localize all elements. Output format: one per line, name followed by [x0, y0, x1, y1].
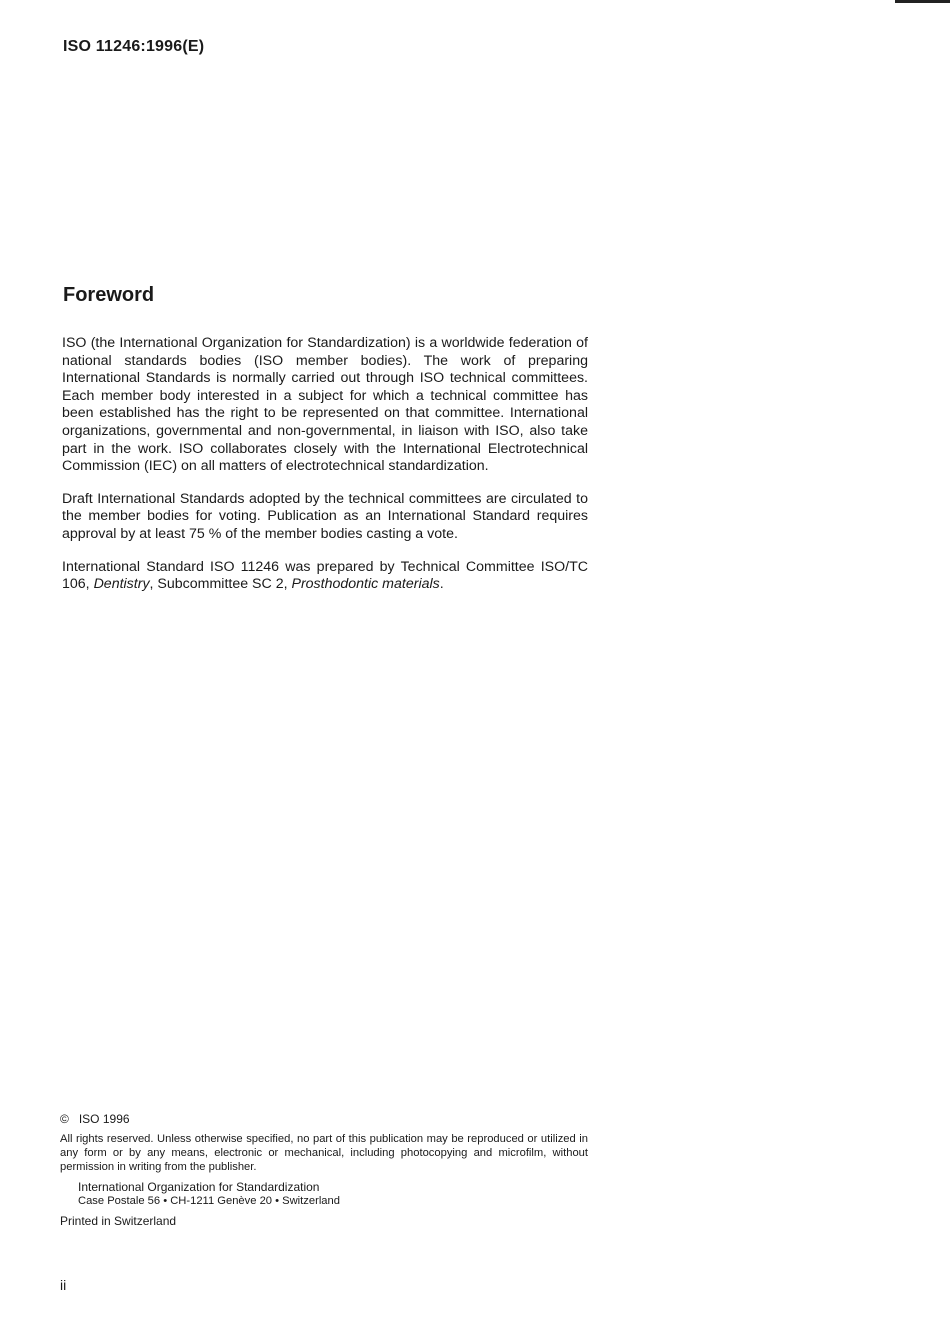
organization-name: International Organization for Standardization — [78, 1180, 320, 1194]
copyright-text: ISO 1996 — [78, 1112, 130, 1126]
foreword-paragraph-3 — [62, 559, 588, 594]
copyright-footer — [60, 1112, 588, 1228]
document-id: ISO 11246:1996(E) — [63, 38, 205, 55]
foreword-paragraph-2: Draft International Standards adopted by the technical committees are circulated to the member bodies for voting. Publication as an International Standard requires approval by at least 75 % of the member bodies casting a vote. — [62, 490, 588, 542]
foreword-body — [62, 335, 588, 609]
paragraph-3-text-c: . — [439, 576, 444, 593]
page-corner-mark — [895, 0, 950, 3]
organization-address: Case Postale 56 • CH-1211 Genève 20 • Switzerland — [78, 1195, 340, 1207]
committee-subject: Dentistry — [93, 576, 150, 593]
printed-in: Printed in Switzerland — [60, 1214, 177, 1228]
rights-notice: All rights reserved. Unless otherwise specified, no part of this publication may be reproduced or utilized in any form or by any means, electronic or mechanical, including photocopying and microfilm, without permission in writing from the publisher. — [60, 1133, 588, 1173]
paragraph-3-text-b: , Subcommittee SC 2, — [149, 576, 292, 593]
foreword-heading: Foreword — [63, 284, 155, 306]
subcommittee-subject: Prosthodontic materials — [291, 576, 440, 593]
page-number: ii — [60, 1277, 67, 1293]
paragraph-3-text-a: International Standard ISO 11246 was prepared by Technical Committee ISO/TC 106, — [62, 558, 588, 593]
organization-block — [78, 1180, 588, 1208]
foreword-paragraph-1: ISO (the International Organization for Standardization) is a worldwide federation of national standards bodies (ISO member bodies). The work of preparing International Standards is normally carried out through ISO technical committees. Each member body interested in a subject for which a technical committee has been established has the right to be represented on that committee. International organizations, governmental and non-governmental, in liaison with ISO, also take part in the work. ISO collaborates closely with the International Electrotechnical Commission (IEC) on all matters of electrotechnical standardization. — [62, 335, 588, 475]
copyright-line — [60, 1112, 588, 1126]
copyright-symbol: © — [60, 1112, 69, 1126]
